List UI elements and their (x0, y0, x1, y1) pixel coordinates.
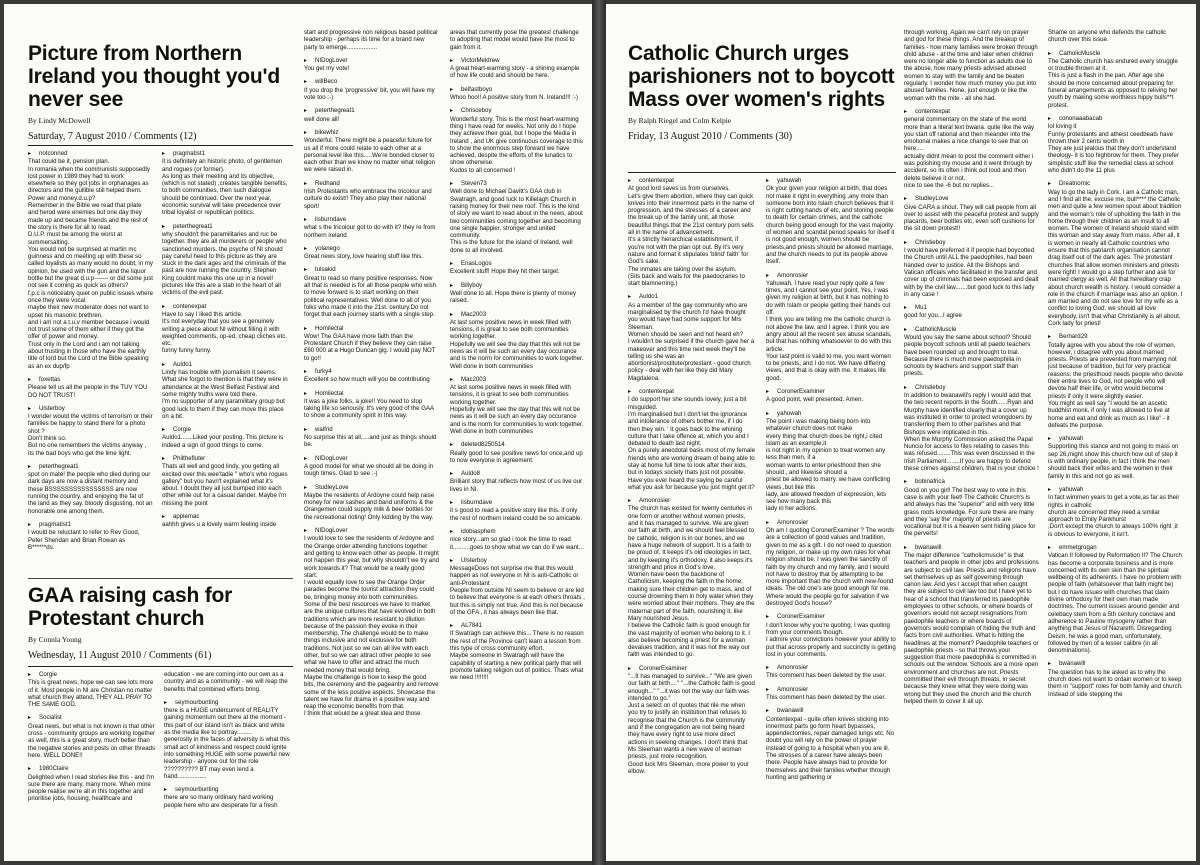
article-3-column-4 (1048, 29, 1183, 857)
comment-author: ▸ tulsakid (304, 266, 439, 274)
comment-author: ▸ AL7841 (450, 622, 585, 630)
comment-text: Oh am I quoting CoronerExaminer ? The words are a collection of good values and tradition, given to me as a gift. I do not need to question my religion, or make up my own rules for what religion should be. I was given the sanctity of faith by my church and my family, and I would not have to destroy that by attempting to be more important than the church with new-found ideals. The old one's are good enough for me. Where would the people go for salvation if we destroyed God's house? (766, 527, 894, 608)
comment-text: MessageDoes not surprise me that this would happen as not everyone in NI is anti-Catholic or anti-Protestant . People from outside NI seem to believe or are led to believe that everyone is at each others throats , but this is simply not true. And this is not because of the GFA , it has always been like that. (450, 565, 585, 616)
article-1-byline: By Lindy McDowell (28, 116, 91, 125)
comment-author: ▸ yahuwah (1048, 435, 1183, 443)
comment-text: Would you say the same about school? Should people boycott schools until all paedo teachers have been rounded up and brought to trial. Because there is much more paedophilia in schools by teachers and support staff than priests. (904, 333, 1033, 378)
comment-text: there are so many ordinary hard working people here who are desperate for a fresh (164, 794, 278, 809)
comment-author: ▸ notconned (28, 150, 153, 158)
comment-author: ▸ Ulsterboy (450, 557, 585, 565)
comment-text: Great to read so many positive responses. Now all that is needed is for all those people who wish to move forward is to start working on their political representatives. Well done to all of you folks who made it into the 21st. century.Do not forget that each journey starts with a single step. (304, 274, 438, 319)
comment-text: Have to say I liked this article. It's not everyday that you see a genuinely writing a piece about NI without filling it with weighted comments, op-ed, cheap cliches etc. etc. funny funny funny. (162, 310, 287, 355)
comment-author: ▸ Corgie (162, 426, 290, 434)
comment-text: Shame on anyone who defends the catholic church over this issue. (1048, 29, 1168, 44)
comment (628, 497, 756, 659)
comment-author: ▸ Dreatnomic (1048, 180, 1183, 188)
comment-author: ▸ Mac2003 (450, 376, 585, 384)
comment-text: It is definitely an historic photo, of gentlemen and rogues (or former). As long as their meeting and its objective, (which is not stated) ,creates tangible benefits, to both communities, then such dialogue should be continued. Over the next year, economic survival will take precedence over tribal loyalist or republican politics. (162, 158, 288, 217)
comment (304, 390, 439, 420)
comment-text: there is a HUGE undercurrent of REALITY gaining momentum out there at the moment - this part of our island isn't as black and white as the media like to portray......... generosity in the faces of adversity is what this small act of kindness and respect could ignite into something HUGE with some powerful new leadership - anyone out for the role ?????????? BT may even lend a hand................. (164, 707, 290, 780)
comment-author: ▸ bwanawill (766, 707, 896, 715)
comment-text: Totally agree with you about the role of women, however, i disagree with you about married priests. Priests are prevented from marrying not just because of tradition, but for very practical reasons. the priesthood needs people who devote their entire lives to God, not people who will devote half their life, or who would become priests if only it were slightly easier. You might as well say "I would be an ascetic buddhist monk, if only I was allowed to live at home and eat and drink as much as I like" - it defeats the purpose. (1048, 341, 1183, 429)
comment (304, 129, 439, 174)
comment-text: At last some positive news in week filled with tensions, it is great to see both communities working together. Hopefully we will see the day that this will not be news as it will be such an every day occurance and is the norm for communities to work together. Well done in both communities (450, 318, 584, 370)
article-1-dateline: Saturday, 7 August 2010 / Comments (12) (28, 131, 197, 142)
comment-author: ▸ 1980Claire (28, 765, 156, 773)
comment (28, 521, 153, 551)
comment-text: Vatican II followed by Reformation II? The Church has become a corporate business and is more concerned with its own skin than the spiritual wellbeing of its adherents. I have no problem with people of faith (whatsoever that faith might be) but I do have issues with churches that claim divine orthodoxy for their own man made doctrines. The current issues around gender and celebacy stem from a 5th century conclave and adherence to Pauline mysogeny rather than anything that Jesus of Nazareth. Disregarding Deism, he was a good man, unfortunately, followed by men of a lesser calibre (in all denominations). (1048, 552, 1184, 655)
dateline-rule-3 (628, 172, 896, 173)
comment (1048, 544, 1183, 654)
comment (628, 665, 756, 775)
comment-author: ▸ yahuwah (766, 177, 896, 185)
comment (450, 282, 585, 305)
comment-text: why shouldn't the paramilitaries and ruc be together. they are all murderers or people who sanctioned murders. the psyche of NI should pay careful heed to this picture as they are stuck in the dark ages and the criminals of the past are now running the country. Stephen King couldnt make this one up in a novel! pictures like this are a stab in the heart of all victims of the evil past. (162, 230, 289, 297)
comment (450, 622, 585, 681)
comment-author: ▸ Chrisceboy (450, 107, 585, 115)
comment-text: This is great news, hope we can see lots more of it. Most people in NI are Christian no matter what church they attend, THEY ALL PRAY TO THE SAME GOD. (28, 679, 156, 709)
comment (904, 384, 1039, 473)
comment (28, 671, 156, 708)
comment (450, 470, 585, 493)
comment (450, 260, 585, 276)
article-3-header (628, 42, 898, 150)
comment-author: ▸ idobiasphem (450, 528, 585, 536)
comment (450, 311, 585, 370)
comment-text: it s good to read a positive story like this. if only the rest of northern ireland could be so amicable. (450, 507, 583, 522)
comment-text: Supporting this stance and not going to mass on sep 26,might show this church how out of step it is with ordinary people, in fact i think the men should back their wifes and the women in their family in this and not go as well. (1048, 443, 1181, 480)
comment-text: A good model for what we should all be doing in tough times. Glad to see :-) (304, 462, 435, 478)
comment (162, 426, 290, 449)
article-2-dateline: Wednesday, 11 August 2010 / Comments (61) (28, 650, 212, 661)
comment-author: ▸ seymourbunting (164, 786, 292, 794)
comment (304, 325, 439, 362)
comment-author: ▸ Amonrosier (766, 272, 896, 280)
comment (28, 765, 156, 802)
comment-author: ▸ yahuwah (766, 410, 896, 418)
comment-text: I don't know why you're quoting, I was quoting from your comments though. I admire your convictions however your ability to put that across properly and succinctly is getting lost in your comments. (766, 621, 896, 658)
comment-author: ▸ willBeco (304, 78, 439, 86)
comment-text: Irish Protestants who embrace the tricolour and culture do exist!! They also play their national sport! (304, 188, 434, 210)
comment-author: ▸ CoronerExaminer (766, 613, 896, 621)
comment-text: Wonderful. There might be a peaceful future for us all if more could relate to each other at a personal level like this.....We're bonded closer to each other than we know no matter what religion we were raised in. (304, 137, 437, 174)
comment (1048, 115, 1183, 174)
comment-text: At last some positive news in week filled with tensions, it is great to see both communities working together. Hopefully we will see the day that this will not be news as it will be such an every day occurance and is the norm for communities to work together. Well done in both communities (450, 384, 584, 435)
comment-text: A good point, well presented. Amen. (766, 396, 864, 404)
comment-author: ▸ StudleyLove (904, 195, 1039, 203)
comment (450, 107, 585, 174)
comment-text: aahhh gives u a lovely warm feeling inside (162, 521, 277, 529)
comment (304, 266, 439, 318)
comment-author: ▸ Corgie (28, 671, 156, 679)
comment (628, 177, 756, 287)
comment (904, 239, 1039, 298)
comment (628, 388, 756, 491)
comment-text: Excellent stuff! Hope they hit their target. (450, 268, 560, 276)
article-1-column-2 (162, 150, 290, 580)
comment-text: Ok your given your religion at birth, that does not make it right in everything ,any more than someone born into Islam church believes that it is right cutting hands of etc, and stoning people to death for certain crimes, and the catholic church being good enough for the vast majority of women and scandal period speaks for itself it is not good enough, women should be priests,and priests should be allowed marriage, and the church needs to put its people above itself. (766, 185, 897, 266)
comment-text: Maybe the residents of Ardoyne could help raise money for new sashes and band uniforms & the Orangemen could supply milk & beer bottles for the recreational rioting! Only kidding by the way. (304, 491, 436, 521)
comment (304, 484, 439, 521)
comment (766, 177, 896, 266)
comment-text: I wonder would the victims of terrorism or their families be happy to stand there for a photo shot ? Don't think so. But no one remembers the victims anyway , its the bad boys who get the lime light. (28, 413, 153, 457)
article-divider (28, 578, 293, 579)
comment-author: ▸ Steven73 (450, 180, 585, 188)
comment-author: ▸ contentexpat (904, 108, 1039, 116)
comment (450, 376, 585, 435)
comment-author: ▸ CoronerExaminer (628, 665, 756, 673)
comment (766, 272, 896, 382)
comment (1048, 29, 1183, 44)
comment-text: Excellent so how much will you be contributing (304, 376, 430, 384)
comment (304, 180, 439, 210)
comment-author: ▸ peterthegreat1 (28, 463, 153, 471)
comment-author: ▸ contentexpat (628, 177, 756, 185)
comment-text: Auldo1.......Liked your posting. This picture is indeed a sign of good things to come. (162, 434, 285, 449)
dateline-rule-2 (28, 666, 293, 667)
article-1-column-4 (450, 29, 585, 857)
comment (162, 455, 290, 507)
article-1-headline: Picture from Northern Ireland you thought you'd never see (28, 42, 280, 111)
comment-text: At good lord saves us from ourselves. Let's give them abortion, where they can quick knives into their innermost parts in the name of progression, and the stresses of a career and the break up of the family unit, all those beautiful things that the 21st century porn sells all in the name of advancement. It's a strictly hierarchical establishment, if you're not with the plan opt out. By it's very nature and format it stipulates 'blind' faith' for God's sake. The inmates are taking over the asylum. (Sits back and waits for the paedocraries to start blamnerring.) (628, 185, 755, 288)
comment-text: general commentary on the state of the world more than a literal text bwana. quite like the way you start off rational and then meander into the emotional makes a nice change to see that on here.... actually didnt mean to post the comment either i was polishing my mouse and it went through by accident, so its often i think out loud and then delete believe it or not. nice to see the -6 but no replies... (904, 116, 1035, 189)
comment (904, 304, 1039, 320)
comment-text: Delighted when I read stories like this - and I'm sure there are many, many more. When more people realise we're all in this together and prioritise jobs, housing, healthcare and (28, 773, 156, 803)
comment (304, 107, 439, 123)
comment-author: ▸ bikewhiz (304, 129, 439, 137)
comment (304, 455, 439, 478)
comment-author: ▸ yolanego (304, 245, 439, 253)
comment-author: ▸ NIDogLover (304, 57, 439, 65)
comment-text: education - we are coming into our own as a country and as a community - we will reap the benefits that combined efforts bring. (164, 671, 290, 693)
comment-text: Please tell us all the people in the TUV YOU DO NOT TRUST! (28, 384, 150, 399)
comment-author: ▸ Auldo1 (628, 293, 756, 301)
comment (304, 368, 439, 384)
comment (162, 513, 290, 529)
comment (1048, 50, 1183, 109)
comment-author: ▸ StudleyLove (304, 484, 439, 492)
comment (450, 57, 585, 80)
comment-text: The major difference "catholicmuscle" is that teachers and people in other jobs and professions are subject to civil law. Priests and religions have set themselves up as self governing through canon law. And yes I accept that when caught they are subject to civil law too but I have yet to hear of a school that transferred its paedophile employees to other schools, or where boards of governors would not accept resignations from paedophile teachers or where boards of governors would complain of hiding the truth and facts from civil authorities. What is hitting the headlines at the moment? Paedophile teachers or paedophile priests - so that throws your suggestion that more paedophilia is committed in schools out the window. Schools are a more open environment and churches are not. Priests committed their evil through threats, in secret because they knew what they were doing was wrong but they used the church and the church helped them to cover it all up. (904, 552, 1041, 705)
comment-text: Great news story, love hearing stuff like this. (304, 253, 423, 261)
comment-author: ▸ bwanawill (904, 544, 1039, 552)
comment-text: The church has existed for twenty centuries in one form or another without women priests, and it has managed to survive. We are given our faith at birth, and we should feel blessed to be catholic, religion is in our bones, and we have a huge network of support. It is a faith to be proud of. It keeps it's old ideologies in tact, and by keeping it's orthodoxy, it also keeps it's strength and price in God's love. Women have been the backbone of Catholicism, keeping the faith in the home, making sure their children get to mass, and of course drowning them in holy water when they were worried about their mothers. They are the maternal part of the faith, nourishing it, like Mary nourished Jesus. I believe the Catholic faith is good enough for the vast majority of women who belong to it. I also believe becoming a priest for a woman devalues tradition, and it was not the way our faith was intended to go. (628, 505, 755, 659)
comment-author: ▸ cononaaabacab (1048, 115, 1183, 123)
comment-text: Thats all well and good lindy, you getting all excited over this wee'tadie '' who's who rogues gallery" but you havn't explained what it's about. I doubt they all just bumped into each other while out for a casual dander. Maybe i'm missing the point (162, 463, 290, 507)
comment-text: That could be it, pension plan. In romania when the communists supposedly lost power in 1989 they had to work elsewhere so they got jobs in orphanages as directors and the gullible still helped them. Power and money.d.u.p? Remember in the Bible we read that pilate and herod were enemies but one day they made up and became friends and the rest of the story is there for all to read. D.U.P. must be among the worst at summersalting. You would not be surprised at martin mc guinness and co meeting up with these so called loyalists as many would no doubt, in my opinion, be used with the gun and the liquor bottle but the great d.u.p------- or did some just not see it coming as quick as others? f.p.c is noticeably quiet on public issues where once they were vocal. maybe their new moderator does not want to upset his masonic brethren. and i am not a t.u.v member because i would not trust some of them either if they got the offer of power and money. Trust only in the Lord and i am not talking about trusting in those who have the earthly title of lord but the Lord of the Bible speaking as an ex dup/fp (28, 158, 153, 370)
comment-author: ▸ pragmatist1 (28, 521, 153, 529)
comment-author: ▸ emmetgrogan (1048, 544, 1183, 552)
comment-author: ▸ Christieboy (904, 239, 1039, 247)
comment-text: No surprise this at all.....and just as things should be. (304, 434, 439, 449)
comment-author: ▸ Mac2003 (450, 311, 585, 319)
comment (904, 326, 1039, 378)
comment (450, 441, 585, 464)
comment (766, 686, 896, 702)
comment-author: ▸ Christieboy (904, 384, 1039, 392)
article-2-byline: By Connla Young (28, 635, 82, 644)
article-3-headline: Catholic Church urges parishioners not to boycott Mass over women's rights (628, 42, 895, 111)
comment (162, 150, 290, 217)
comment-text: As a member of the gay community who are marginalised by the church I'd have thought you would have had some support for Mrs Sleeman. Women should be seen and not heard eh? I wouldn't be surprised if the church gave her a makeover and this time next week they'll be telling us she was an abortionist/prostitute/protestant - good church policy - deal with her like they did Mary Magdalena. (628, 301, 755, 382)
comment-author: ▸ VictorMeldrew (450, 57, 585, 65)
comment-author: ▸ Auldo1 (162, 361, 290, 369)
comment-text: Yahuwah, I have read your reply quite a few times, and I cannot see your point. Yes, I was given my religion at birth, but it has nothing to do with Islam or people getting their hands cut off. I think you are telling me the catholic church is not above the law, and I agree. I think you are angry about all the recent sex abuse scandals, but that has nothing whatsoever to do with this article. Your last point is valid to me, you want women to be priests, and I do not. We have differing views, and that is okay with me. It makes life good. (766, 279, 892, 382)
comment-text: Well done to Michael Davitt's GAA club in Swatragh, and good luck to Killelagh Church in raising money for their new roof. This is the kind of story we want to read about in the news, about two communities coming together and becoming one single happier, stronger and united community. This is the future for the island of Ireland, well done to all involved. (450, 188, 583, 254)
comment (304, 216, 439, 239)
comment (904, 478, 1039, 537)
comment-author: ▸ NIDogLover (304, 527, 439, 535)
comment-author: ▸ yahuwah (1048, 486, 1183, 494)
left-page (4, 4, 592, 861)
comment (766, 388, 896, 404)
comment (904, 544, 1039, 706)
comment-author: ▸ deleted8250514 (450, 441, 585, 449)
comment (450, 528, 585, 551)
article-3-column-3 (904, 29, 1039, 857)
comment-text: I would love to see the residents of Ardoyne and the Orange order attending functions together and getting to know each other as people. It might not happen this year, but why shouldn't we try and work towards it? That would be a really good start. I would equally love to see the Orange Order parades become the tourist attraction they could be, bringing money into both communities. Some of the best resources we have to market are the unique cultures that have evolved in both traditions which are more resistant to dilution because of the passion they evoke in their membership. The challenge would be to make things inclusive and not exclusive for both traditions. Not just so we can all live with each other, but so we can attract other people to see what we have to offer and attract the much needed money that would bring. Maybe the challenge is how to keep the good bits, the ceremony and the pageantry and remove some of the less positive aspects. Showcase the talent we have for drama in a positive way and reap the economic benefits from that. I think that would be a great idea and those (304, 535, 439, 718)
comment (766, 613, 896, 658)
comment-author: ▸ bwanawill (1048, 660, 1183, 668)
comment (162, 361, 290, 420)
comment (450, 499, 585, 522)
comment-text: Wow! The GAA have more faith than the Protestant Church if they believe they can raise £60 000 at a Hugo Duncan gig. I would pay NOT to go!! (304, 332, 438, 362)
comment-author: ▸ lisburndave (304, 216, 439, 224)
comment-text: You get my vote! (304, 65, 350, 73)
comment-author: ▸ Amonrosier (766, 664, 896, 672)
comment-text: what s the tricolour got to do with it? they re from northern ireland (304, 224, 438, 239)
comment-author: ▸ Auldo8 (450, 470, 585, 478)
comment-text: In fact wimmen years to get a vote,as far as their rights in catholic church are concerned they need a similar approach to Emily Pankhurst ,Don't except the church to always 100% right ,it is obvious to everyone, it isn't. (1048, 494, 1180, 538)
comment-text: Brilliant story that reflects how most of us live our lives in NI. (450, 478, 584, 493)
right-page (606, 4, 1196, 861)
comment-text: Contentexpat - quite often knives sticking into innermost parts go form heart bypasses, appendectomies, repair damaged lungs etc. No doubt you will rely on the power of prayer instead of going to a hospital when you are ill. The stresses of a career have always been there. People have always had to provide for themselves and their families whether through hunting and gathering or (766, 715, 896, 781)
comment (450, 29, 585, 51)
comment-author: ▸ belfastboyo (450, 86, 585, 94)
comment (304, 527, 439, 718)
comment (28, 714, 156, 759)
comment (628, 293, 756, 382)
comment-text: In addition to bwanawill's reply I would add that the two recent reports in the South......Ryan and Murphy have identified clearly that a cover up was instituted in order to protect wrongdoers by transferring them to other parishes and that Bishops were implicated in this. When the Murphy Commission asked the Papal Nuncio for access to files relating to cases this was refused........This was even discussed in the Irish Parliament........If you are happy to defend these crimes against children, that is your choice ! (904, 392, 1039, 473)
comment-text: The Catholic church has endured every struggle or trouble thrown at it. This is just a flash in the pan. After age she should be more concerned about preparing for funeral arrangements as opposed to reliving her youth by making some worthless hippy bulls**t protest. (1048, 57, 1178, 109)
comment-author: ▸ Redhand (304, 180, 439, 188)
comment-author: ▸ Bernard29 (1048, 333, 1183, 341)
comment-author: ▸ Ulsterboy (28, 405, 153, 413)
comment-text: start and progressive non religious based political leadership - perhaps its time for a brand new party to emerge.................. (304, 29, 440, 51)
comment-text: spot on mate! the people who died during our dark days are now a distant memory and these BSSSSSSSSSSSSSSSS are now running the country. and enjoying the fat of the land as they say. bloody disgusting, not an honorable one among them. (28, 471, 155, 515)
article-2-column-2 (164, 671, 292, 859)
comment-author: ▸ CatholicMuscle (904, 326, 1039, 334)
article-2-headline: GAA raising cash for Protestant church (28, 584, 233, 630)
comment (450, 557, 585, 616)
comment-author: ▸ NIDogLover (304, 455, 439, 463)
comment (450, 180, 585, 254)
comment-author: ▸ contentexpat (628, 388, 756, 396)
comment (904, 29, 1039, 102)
comment-author: ▸ applemac (162, 513, 290, 521)
comment-author: ▸ walfrid (304, 426, 439, 434)
comment-author: ▸ Philthefluter (162, 455, 290, 463)
comment-author: ▸ Homilectal (304, 325, 439, 333)
comment (304, 78, 439, 101)
comment (1048, 180, 1183, 327)
comment-author: ▸ furky4 (304, 368, 439, 376)
comment-text: Give CARA a shout. They will call people from all over to assist with the peaceful protest and supply placards, beer bottles etc, even soft cushions for the sit down protest!! (904, 203, 1041, 233)
comment-author: ▸ CatholicMuscle (1048, 50, 1183, 58)
comment-text: Well done to all. Hope there is plenty of money raised. (450, 289, 578, 305)
comment-text: I would have preferred it if people had boycotted the Church until ALL the paedophiles, had been handed over to justice. All the Bishops and Vatican officials who facilitated in the transfer and cover up of criminals had been exposed and dealt with by the civil law.......but good luck to this lady in any case ! (904, 247, 1041, 298)
comment (304, 245, 439, 261)
book-gutter (592, 0, 606, 865)
comment-text: good for you...I agree (904, 312, 962, 320)
comment-author: ▸ Amonrosier (628, 497, 756, 505)
comment (164, 671, 292, 693)
comment (450, 86, 585, 102)
comment-text: areas that currently pose the greatest challenge to adopting that model would have the most to gain from it. (450, 29, 581, 51)
comment (304, 426, 439, 449)
comment (1048, 333, 1183, 429)
comment-text: Lindy has trouble with journalism it seems. What she forgot to mention is that they were in attendance at the West Belfast Festival and some mighty truths were told there. I'm no supporter of any paramilitary group but good luck to them if they can move this place on a bit. (162, 369, 288, 420)
comment-author: ▸ Amonrosier (766, 686, 896, 694)
comment-text: Wonderful story. This is the most heart-warming thing I have read for weeks. Not only do I hope they achieve their goal, but I hope the Media in Ireland , and UK give continuous coverage to this to show the enormous step forward we have achieved, despite the efforts of the lunatics to show otherwise. Kudos to all concerned ! (450, 115, 583, 174)
comment-author: ▸ Mu1 (904, 304, 1039, 312)
comment-text: It was a joke folks, a joke!! You need to stop taking life so seriously. It's very good of the GAA to show a community spirit in this way. (304, 397, 436, 420)
dateline-rule (28, 145, 293, 146)
comment-author: ▸ foxettas (28, 376, 153, 384)
comment-text: Great news, but what is not known is that other cross - community groups are working together as well, this is a great story, much better than the negative stories and posts on other threads here. WELL DONE!! (28, 722, 157, 759)
comment (162, 303, 290, 355)
comment-author: ▸ CoronerExaminer (766, 388, 896, 396)
article-2-column-1 (28, 671, 156, 859)
comment (766, 664, 896, 680)
comment (1048, 486, 1183, 538)
comment-author: ▸ peterthegreat1 (304, 107, 439, 115)
comment-author: ▸ lisburndave (450, 499, 585, 507)
comment-text: This comment has been deleted by the user. (766, 694, 886, 701)
comment (766, 410, 896, 513)
comment-author: ▸ Homilectal (304, 390, 439, 398)
comment-text: Way to go the lady in Cork. I am a Catholic man, and I find all the, excuse me, bull**** the Catholic men and quite a few women spout about tradition and the woman's role of upholding the faith in the home through their children as an insult to all women. The women of Ireland should stand with this woman and stay away from mass. After all, it is women in nearly all Catholic countries who ensure that this patriarch organisation cannot drag itself out of the dark ages. The protestant churches that allow women ministers and priests were right! I would go a step further and ask for married clergy as well. All that hereditary crap about church wealth is history. I would consider a role in the church if marriage was also an option. I am married and do not see love for my wife as a conflict to loving God. we should all love everybody, isn't that what Christianity is all about. Cork lady for priest! (1048, 188, 1183, 327)
comment (162, 223, 290, 297)
comment-text: If Swatragh can achieve this... There is no reason the rest of the Province can't learn a lesson from this type of cross community effort. Maybe someone in Swatragh will have the capability of starting a new political party that will promote talking religion out of politics. Thats what we need !!!!!!!! (450, 630, 584, 682)
comment-text: well done all! (304, 115, 340, 123)
comment (304, 57, 439, 73)
comment (28, 150, 153, 370)
article-1-column-3 (304, 29, 439, 857)
comment (304, 29, 439, 51)
comment (1048, 435, 1183, 480)
comment-text: Really good to see positive news for once,and up to now everyone in agreement. (450, 449, 585, 464)
comment (28, 405, 153, 457)
comment-text: Good on you girl! The best way to vote in this case is with your feet! The Catholic Church's is and always has the "superior" and with very little grass roots knowledge. For sure there are many and they 'say the' majority of priests are vocational but it is a heaven sent hiding place for the perverts! (904, 486, 1038, 538)
comment-text: The question has to be asked as to why the church does not want to ordain women or to keep them in "support" roles for both family and church. Instead of side stepping the (1048, 668, 1185, 698)
comment-author: ▸ contenexpat (162, 303, 290, 311)
comment-author: ▸ bobinafrica (904, 478, 1039, 486)
comment (904, 195, 1039, 232)
comment-text: "...It has managed to survive..." "We are given our faith at birth...." "...the Catholic faith is good enough..." "...it was not the way our faith was intended to go." Just a select on of quotes that rile me when you try to justify an institution that refuses to recognise that the Church is the community and if the congregation are not being heard they have every right to use more direct actions in seeking changes. I don't think that Ms Sleeman wants a new wave of woman priests, just more recognition. Good luck Mrs Sleeman, more power to your elbow. (628, 673, 755, 775)
comment (904, 108, 1039, 189)
comment-text: Whoo hoo!! A positive story from N. Ireland!!! :-) (450, 94, 579, 102)
comment (28, 376, 153, 399)
comment (1048, 660, 1183, 697)
comment-author: ▸ EnasLogos (450, 260, 585, 268)
article-1-column-1 (28, 150, 153, 580)
comment-author: ▸ Billyboy (450, 282, 585, 290)
comment-text: If you drop the 'progressive' bit, you will have my vote too :-) (304, 86, 437, 102)
article-1-header (28, 42, 298, 150)
comment-text: I do support her she sounds lovely, just a bit misguided. I'm marginalised but I don't let the ignorance and intolerance of others bother me, if I do then they win. ' It goes back to the whining culture that I take offence at, which you and I debated to death last night. On a purely anecdotal basis most of my female friends who are working dream of being able to stay at home full time to look after their kids, but in todays society thats just not possible. Have you ever heard the saying be careful what you ask for because you just might get it? (628, 396, 756, 491)
comment-text: This comment has been deleted by the user. (766, 672, 886, 680)
comment-author: ▸ seymourbunting (164, 699, 292, 707)
comment-author: ▸ Amonrosier (766, 519, 896, 527)
comment-text: A great heart-warming story - a shining example of how life could and should be here. (450, 65, 582, 80)
comment (766, 707, 896, 781)
comment-author: ▸ pragmatist1 (162, 150, 290, 158)
comment (164, 699, 292, 780)
article-3-column-2 (766, 177, 896, 857)
comment-text: through working. Again we can't rely on prayer and god for these things. And the breakup of families - how many families were broken through child abuse - at the time and later when children were no longer able to function as adults due to the abuse, how many priests advised abused women to stay with the family and be beaten regularly. I wonder how much money you put into abused families. None, just enough or like the woman with the mite - all she had. (904, 29, 1040, 102)
comment (28, 463, 153, 515)
article-3-dateline: Friday, 13 August 2010 / Comments (30) (628, 131, 793, 142)
article-3-column-1 (628, 177, 756, 857)
comment-text: nice story...am so glad i took the time to read it..........goes to show what we can do if we want... (450, 536, 584, 551)
comment (766, 519, 896, 608)
article-2-header (28, 584, 298, 669)
comment (164, 786, 292, 809)
comment-author: ▸ Socialist (28, 714, 156, 722)
comment-author: ▸ peterthegreat1 (162, 223, 290, 231)
comment-text: lol loving it Funny protestants and atheist ceedbeats have thrown their 2 cents worth in They are just jealous that they don't understand theology- it is too highbrow for them. They prefer simplistic stuff like the remedial class at school who didn't do the 11 plus (1048, 123, 1179, 175)
article-3-byline: By Ralph Riegel and Colm Kelpie (628, 116, 732, 125)
comment-text: The point i was making being born into whatever church does not make every thing that church does be right,i cited islam as an example,it is not right in my opinion to treat women any less than men, if a woman wants to enter priesthood then she should , and likewise should a priest be allowed to marry. we have conflicting views ,but like this lady, are allowed freedom of expression, lets see how many back this lady in her actions. (766, 417, 891, 513)
comment-text: I would be reluctant to refer to Rev Good, Peter Sheridan and Brian Rowan as B******ds. (28, 529, 142, 551)
